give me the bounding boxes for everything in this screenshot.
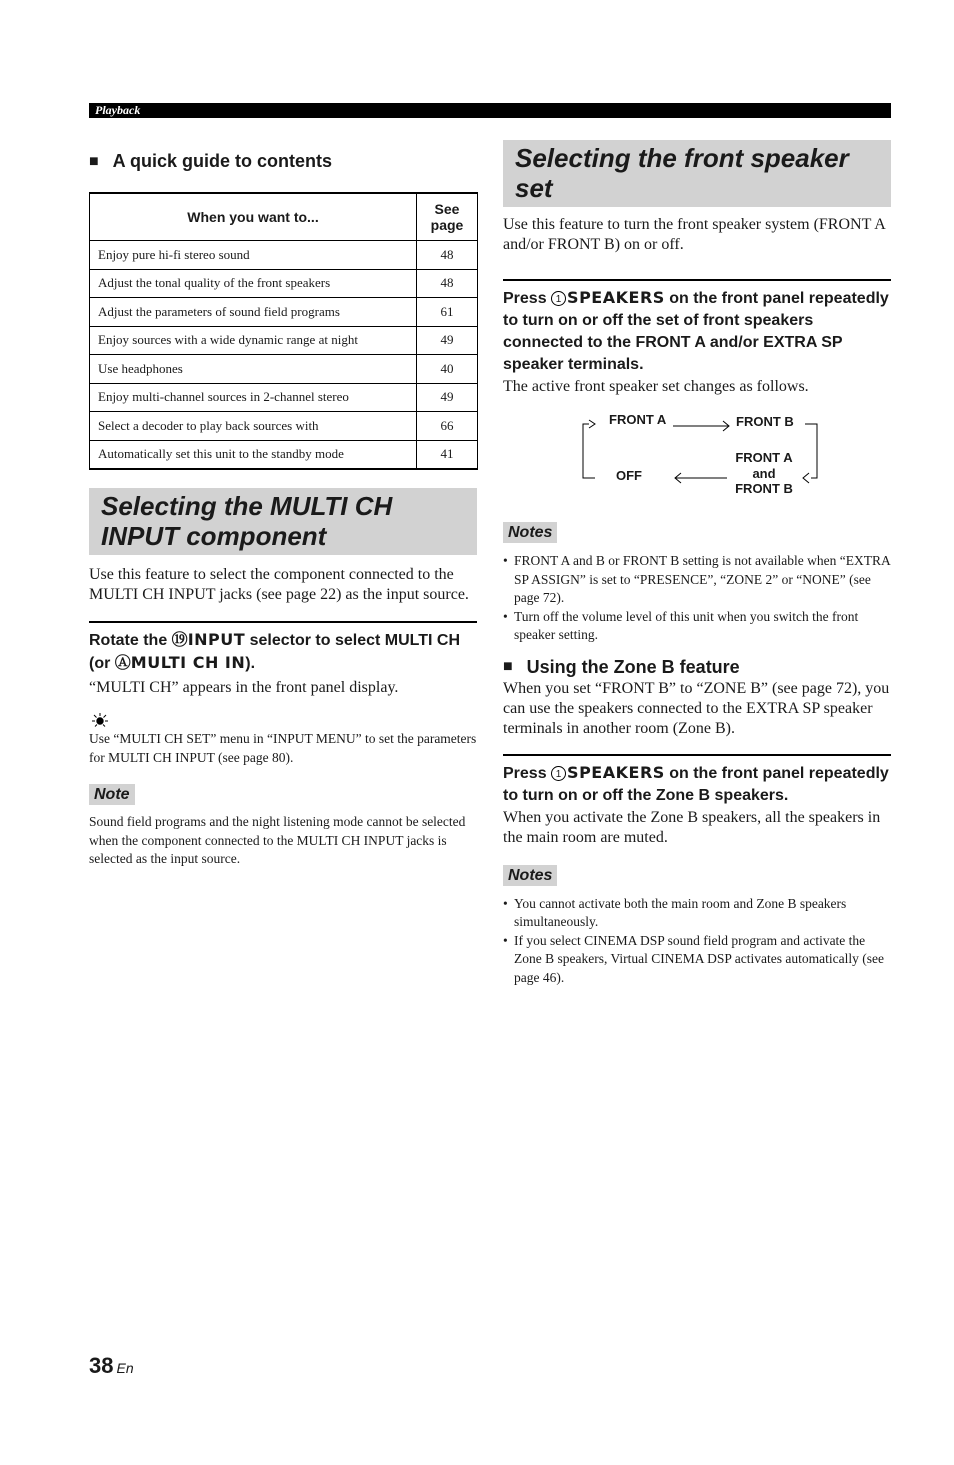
speakers-button-number: 1 bbox=[551, 766, 566, 781]
table-row bbox=[90, 383, 478, 412]
section-label: Playback bbox=[95, 103, 141, 117]
table-row bbox=[90, 298, 478, 327]
speaker-cycle-diagram bbox=[503, 412, 891, 518]
row-page: 48 bbox=[417, 241, 478, 270]
zone-b-notes bbox=[503, 895, 891, 988]
multi-ch-intro: Use this feature to select the component connected to the MULTI CH INPUT jacks (see page 22) as the input source. bbox=[89, 566, 469, 603]
divider bbox=[503, 279, 891, 281]
row-want: Automatically set this unit to the standby mode bbox=[90, 440, 417, 469]
front-speaker-intro: Use this feature to turn the front speaker system (FRONT A and/or FRONT B) on or off. bbox=[503, 216, 885, 253]
language-code: En bbox=[116, 1360, 134, 1376]
square-bullet-icon: ■ bbox=[503, 658, 513, 675]
left-column bbox=[89, 140, 477, 869]
row-page: 40 bbox=[417, 355, 478, 384]
notes-label: Notes bbox=[503, 865, 557, 886]
table-row bbox=[90, 412, 478, 441]
row-page: 66 bbox=[417, 412, 478, 441]
zone-b-instruction: Press 1 SPEAKERS on the front panel repeatedly to turn on or off the Zone B speakers. bbox=[503, 762, 889, 804]
square-bullet-icon: ■ bbox=[89, 152, 99, 170]
multi-ch-note: Sound field programs and the night listening mode cannot be selected when the component connected to the MULTI CH INPUT jacks is selected as the input source. bbox=[89, 814, 466, 866]
lightbulb-tip-icon bbox=[89, 712, 477, 728]
diagram-front-a: FRONT A bbox=[609, 412, 667, 427]
zone-b-result: When you activate the Zone B speakers, all the speakers in the main room are muted. bbox=[503, 808, 881, 846]
note-item: • Turn off the volume level of this unit when you switch the front speaker setting. bbox=[503, 608, 891, 645]
section-header-bar bbox=[89, 103, 891, 118]
row-page: 61 bbox=[417, 298, 478, 327]
table-row bbox=[90, 269, 478, 298]
front-speaker-section-title: Selecting the front speaker set bbox=[503, 140, 891, 207]
note-label-wrap bbox=[89, 784, 477, 805]
zone-b-heading: ■ Using the Zone B feature bbox=[503, 656, 740, 677]
zone-b-intro: When you set “FRONT B” to “ZONE B” (see page 72), you can use the speakers connected to the EXTRA SP speaker terminals in another room (Zone B). bbox=[503, 679, 890, 737]
note-item: • FRONT A and B or FRONT B setting is not available when “EXTRA SP ASSIGN” is set to “PRESENCE”, “ZONE 2” or “NONE” (see page 72). bbox=[503, 552, 891, 608]
row-want: Adjust the tonal quality of the front speakers bbox=[90, 269, 417, 298]
table-row bbox=[90, 440, 478, 469]
row-want: Enjoy multi-channel sources in 2-channel stereo bbox=[90, 383, 417, 412]
notes-label-wrap bbox=[503, 865, 891, 886]
quick-guide-table bbox=[89, 192, 478, 470]
row-page: 48 bbox=[417, 269, 478, 298]
page-number: 38 En bbox=[89, 1353, 134, 1378]
speakers-key-name: SPEAKERS bbox=[567, 288, 665, 307]
col-header-want: When you want to... bbox=[90, 193, 417, 241]
multi-ch-in-number: Ⓐ bbox=[114, 655, 131, 672]
speakers-button-number: 1 bbox=[551, 291, 566, 306]
row-want: Enjoy sources with a wide dynamic range at night bbox=[90, 326, 417, 355]
note-item: • You cannot activate both the main room and Zone B speakers simultaneously. bbox=[503, 895, 891, 932]
row-want: Use headphones bbox=[90, 355, 417, 384]
notes-label-wrap bbox=[503, 522, 891, 543]
col-header-page: See page bbox=[417, 193, 478, 241]
multi-ch-result: “MULTI CH” appears in the front panel display. bbox=[89, 679, 399, 696]
quick-guide-heading: ■ A quick guide to contents bbox=[89, 151, 333, 171]
diagram-front-a-and-b: FRONT A and FRONT B bbox=[735, 450, 793, 496]
row-want: Adjust the parameters of sound field programs bbox=[90, 298, 417, 327]
note-item: • If you select CINEMA DSP sound field program and activate the Zone B speakers, Virtual CINEMA DSP activates automatically (see page 46). bbox=[503, 932, 891, 988]
multi-ch-instruction: Rotate the ⑲INPUT selector to select MULTI CH (or ⒶMULTI CH IN). bbox=[89, 630, 461, 672]
divider bbox=[89, 621, 477, 623]
multi-ch-section-title: Selecting the MULTI CH INPUT component bbox=[89, 488, 477, 555]
diagram-off: OFF bbox=[616, 468, 642, 483]
row-want: Enjoy pure hi-fi stereo sound bbox=[90, 241, 417, 270]
row-page: 41 bbox=[417, 440, 478, 469]
speakers-key-name: SPEAKERS bbox=[567, 762, 665, 782]
notes-label: Notes bbox=[503, 522, 557, 543]
diagram-front-b: FRONT B bbox=[736, 414, 794, 429]
table-row bbox=[90, 326, 478, 355]
front-speaker-instruction: Press 1 SPEAKERS on the front panel repeatedly to turn on or off the set of front speakers connected to the FRONT A and/or EXTRA SP speaker terminals. bbox=[503, 288, 889, 373]
right-column bbox=[503, 140, 891, 987]
row-want: Select a decoder to play back sources with bbox=[90, 412, 417, 441]
multi-ch-in-key-name: MULTI CH IN bbox=[130, 653, 246, 672]
table-header-row bbox=[90, 193, 478, 241]
input-key-name: INPUT bbox=[187, 630, 246, 649]
input-selector-number: ⑲ bbox=[171, 632, 188, 649]
multi-ch-tip: Use “MULTI CH SET” menu in “INPUT MENU” to set the parameters for MULTI CH INPUT (see page 80). bbox=[89, 731, 477, 765]
table-row bbox=[90, 241, 478, 270]
front-speaker-result: The active front speaker set changes as follows. bbox=[503, 378, 809, 395]
note-label: Note bbox=[89, 784, 135, 805]
row-page: 49 bbox=[417, 383, 478, 412]
divider bbox=[503, 754, 891, 756]
front-speaker-notes bbox=[503, 552, 891, 645]
cycle-arrows bbox=[503, 418, 891, 518]
table-row bbox=[90, 355, 478, 384]
row-page: 49 bbox=[417, 326, 478, 355]
